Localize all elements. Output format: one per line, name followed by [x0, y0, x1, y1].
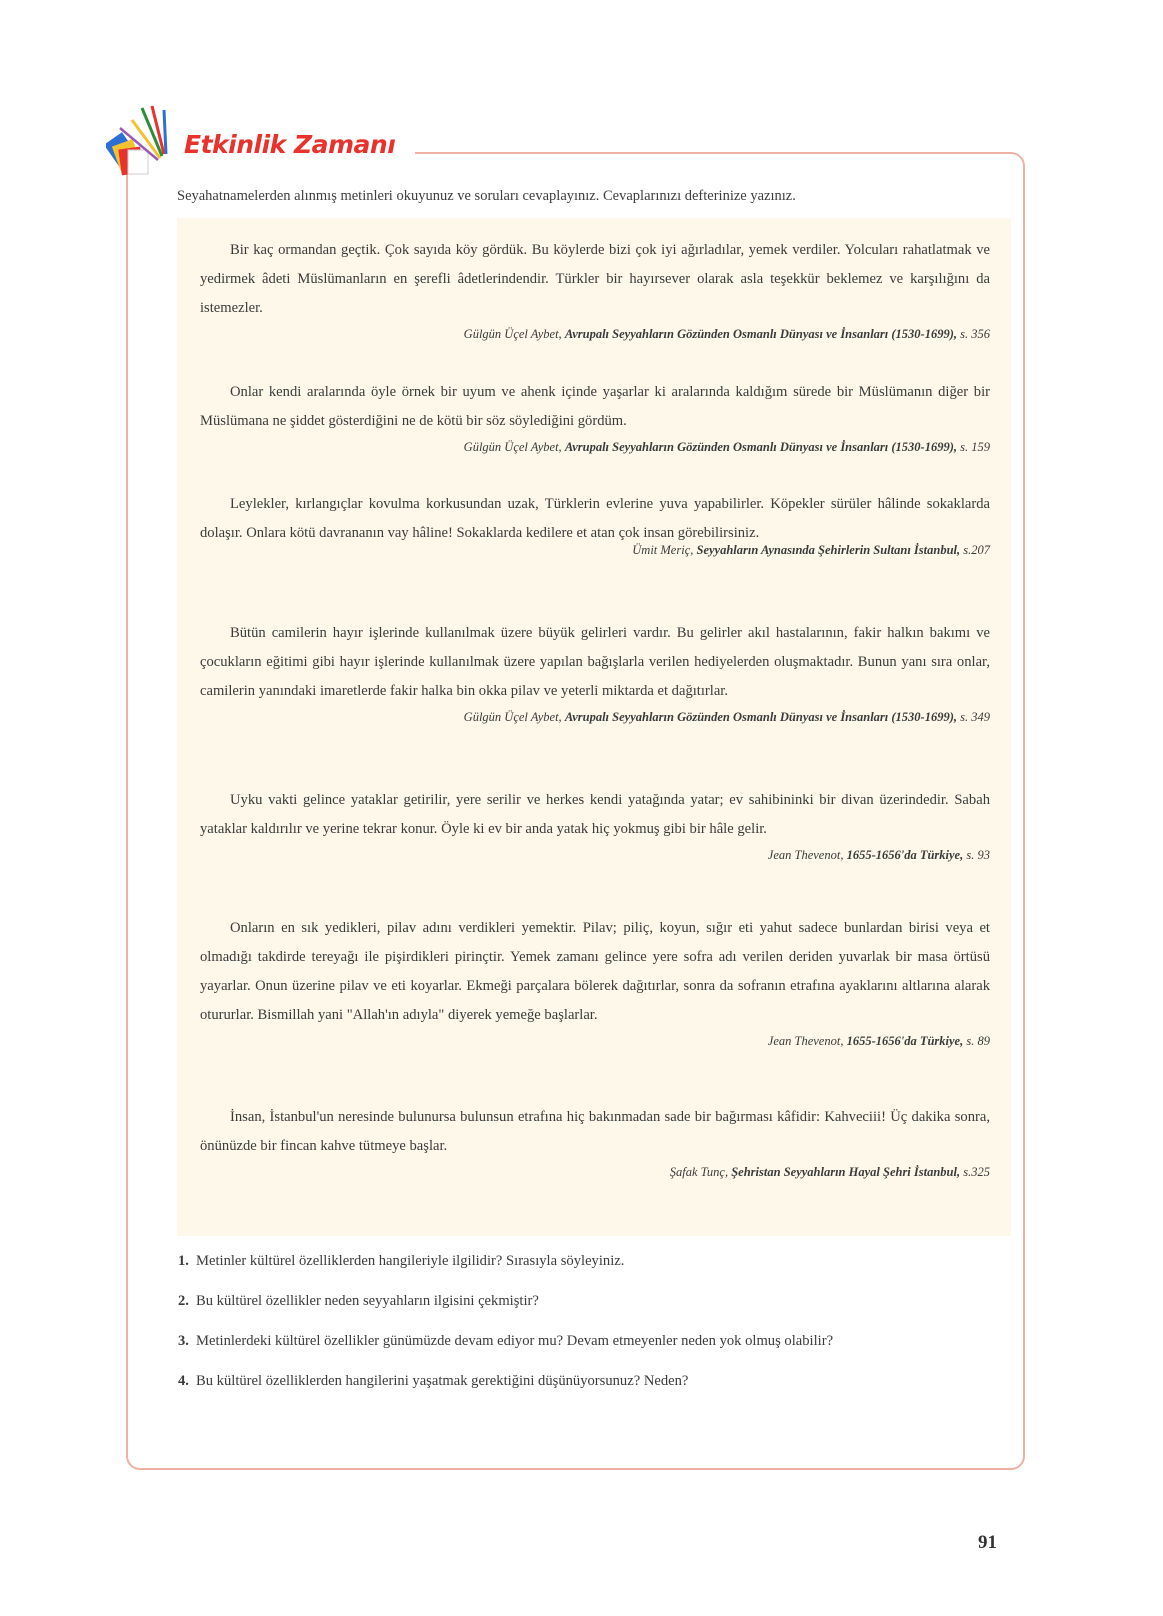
quote-source	[200, 324, 990, 344]
quote-source	[200, 845, 990, 865]
quote-block	[200, 490, 990, 560]
quote-page: s.207	[963, 543, 990, 557]
quote-source	[200, 707, 990, 727]
activity-title: Etkinlik Zamanı	[184, 130, 396, 159]
quote-block	[200, 1103, 990, 1182]
quote-author: Gülgün Üçel Aybet,	[463, 710, 562, 724]
questions-list	[178, 1248, 1018, 1408]
question-item	[178, 1248, 1018, 1275]
quote-source	[200, 437, 990, 457]
quote-block	[200, 914, 990, 1051]
quote-page: s. 93	[966, 848, 990, 862]
quote-book: Avrupalı Seyyahların Gözünden Osmanlı Dünyası ve İnsanları (1530-1699),	[564, 440, 957, 454]
quote-text: Bir kaç ormandan geçtik. Çok sayıda köy gördük. Bu köylerde bizi çok iyi ağırladılar, yemek verdiler. Yolcuları rahatlatmak ve yedirmek âdeti Müslümanların en şerefli âdetlerindendir. Türkler bir hayırsever olarak asla teşekkür beklemez ve karşılığını da istemezler.	[200, 242, 990, 316]
question-text: Metinlerdeki kültürel özellikler günümüzde devam ediyor mu? Devam etmeyenler neden yok olmuş olabilir?	[196, 1333, 834, 1349]
quote-book: Şehristan Seyyahların Hayal Şehri İstanbul,	[731, 1165, 961, 1179]
quotes-panel	[177, 218, 1011, 1236]
quote-book: Seyyahların Aynasında Şehirlerin Sultanı İstanbul,	[696, 543, 961, 557]
quote-author: Gülgün Üçel Aybet,	[463, 327, 562, 341]
quote-block	[200, 786, 990, 865]
pencils-logo-icon	[106, 104, 180, 184]
question-item	[178, 1288, 1018, 1315]
quote-text: Onlar kendi aralarında öyle örnek bir uyum ve ahenk içinde yaşarlar ki aralarında kaldığım sürede bir Müslümanın diğer bir Müslümana ne şiddet gösterdiğini ne de kötü bir söz söylediğini gördüm.	[200, 384, 990, 429]
quote-text: İnsan, İstanbul'un neresinde bulunursa bulunsun etrafına hiç bakınmadan sade bir bağırması kâfidir: Kahveciii! Üç dakika sonra, önünüzde bir fincan kahve tütmeye başlar.	[200, 1109, 990, 1154]
quote-author: Jean Thevenot,	[767, 1034, 844, 1048]
quote-book: Avrupalı Seyyahların Gözünden Osmanlı Dünyası ve İnsanları (1530-1699),	[564, 327, 957, 341]
quote-text: Bütün camilerin hayır işlerinde kullanılmak üzere büyük gelirleri vardır. Bu gelirler akıl hastalarının, fakir halkın bakımı ve çocukların eğitimi gibi hayır işlerinde kullanılmak üzere yapılan bağışlarla verilen hediyelerden oluşmaktadır. Bunun yanı sıra onlar, camilerin yanındaki imaretlerde fakir halka bin okka pilav ve yeterli miktarda et dağıtırlar.	[200, 625, 990, 699]
page-number: 91	[978, 1532, 997, 1553]
quote-page: s.325	[963, 1165, 990, 1179]
quote-book: 1655-1656'da Türkiye,	[846, 1034, 964, 1048]
quote-author: Ümit Meriç,	[632, 543, 694, 557]
quote-page: s. 349	[960, 710, 990, 724]
question-text: Metinler kültürel özelliklerden hangileriyle ilgilidir? Sırasıyla söyleyiniz.	[196, 1253, 625, 1269]
quote-block	[200, 619, 990, 727]
question-text: Bu kültürel özellikler neden seyyahların ilgisini çekmiştir?	[196, 1293, 539, 1309]
quote-source	[200, 1162, 990, 1182]
quote-author: Gülgün Üçel Aybet,	[463, 440, 562, 454]
quote-text: Uyku vakti gelince yataklar getirilir, yere serilir ve herkes kendi yatağında yatar; ev sahibininki bir divan üzerindedir. Sabah yataklar kaldırılır ve yerine tekrar konur. Öyle ki ev bir anda yatak hiç yokmuş gibi bir hâle gelir.	[200, 792, 990, 837]
quote-page: s. 159	[960, 440, 990, 454]
quote-author: Şafak Tunç,	[669, 1165, 729, 1179]
question-text: Bu kültürel özelliklerden hangilerini yaşatmak gerektiğini düşünüyorsunuz? Neden?	[196, 1373, 689, 1389]
quote-text: Leylekler, kırlangıçlar kovulma korkusundan uzak, Türklerin evlerine yuva yapabilirler. Köpekler sürüler hâlinde sokaklarda dolaşır. Onlara kötü davrananın vay hâline! Sokaklarda kedilere et atan çok insan görebilirsiniz.	[200, 496, 990, 541]
question-number: 3.	[178, 1333, 189, 1349]
quote-author: Jean Thevenot,	[767, 848, 844, 862]
quote-block	[200, 378, 990, 457]
question-number: 1.	[178, 1253, 189, 1269]
quote-page: s. 89	[966, 1034, 990, 1048]
quote-page: s. 356	[960, 327, 990, 341]
question-number: 4.	[178, 1373, 189, 1389]
question-number: 2.	[178, 1293, 189, 1309]
quote-book: Avrupalı Seyyahların Gözünden Osmanlı Dünyası ve İnsanları (1530-1699),	[564, 710, 957, 724]
quote-source	[200, 1031, 990, 1051]
quote-book: 1655-1656'da Türkiye,	[846, 848, 964, 862]
question-item	[178, 1328, 1018, 1355]
quote-block	[200, 236, 990, 344]
quote-text: Onların en sık yedikleri, pilav adını verdikleri yemektir. Pilav; piliç, koyun, sığır eti yahut sadece bunlardan birisi veya et olmadığı takdirde tereyağı ile pişirdikleri pirinçtir. Yemek zamanı gelince yere sofra adı verilen deriden yuvarlak bir masa örtüsü yayarlar. Onun üzerine pilav ve eti koyarlar. Ekmeği parçalara bölerek dağıtırlar, sonra da sofranın etrafına ayaklarını altlarına alarak otururlar. Bismillah yani "Allah'ın adıyla" diyerek yemeğe başlarlar.	[200, 920, 990, 1023]
instruction-text: Seyahatnamelerden alınmış metinleri okuyunuz ve soruları cevaplayınız. Cevaplarınızı defterinize yazınız.	[177, 188, 796, 204]
question-item	[178, 1368, 1018, 1395]
